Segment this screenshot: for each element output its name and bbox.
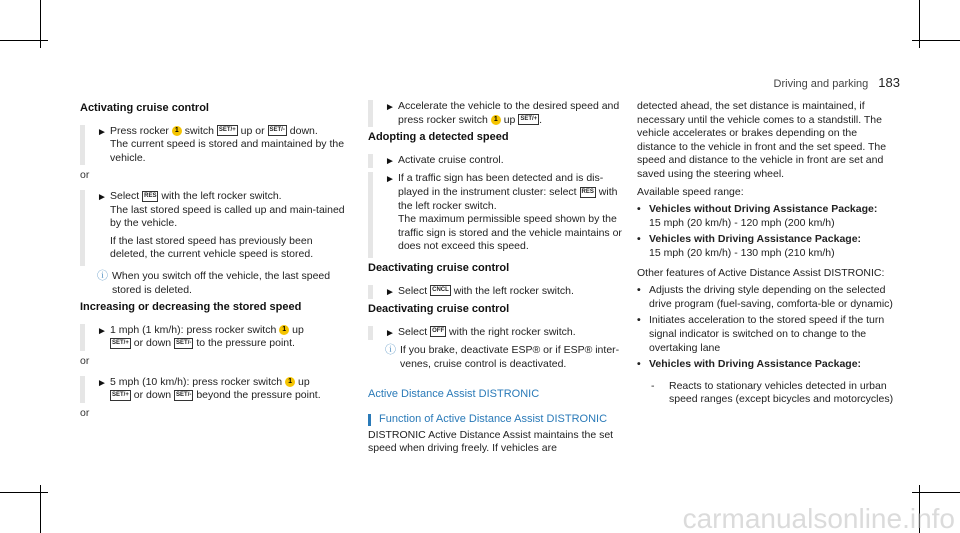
- list-item: • Adjusts the driving style depending on the selected drive program (fuel-saving, comforta-ble or dynamic): [637, 284, 893, 310]
- set-minus-icon: SET/-: [174, 390, 193, 401]
- crop-mark: [912, 492, 960, 493]
- step: ► 5 mph (10 km/h): press rocker switch 1 up SET/+ or down SET/- beyond the pressure point.: [80, 376, 350, 403]
- heading-activating: Activating cruise control: [80, 102, 209, 114]
- step: ► Activate cruise control.: [368, 154, 628, 169]
- set-plus-icon: SET/+: [110, 338, 131, 349]
- list-item: • Initiates acceleration to the stored speed if the turn signal indicator is switched on to change to the overtaking lane: [637, 314, 885, 354]
- column-1: [80, 100, 350, 427]
- or-text: or: [80, 406, 90, 419]
- subheading-marker: [368, 414, 371, 426]
- list-item: • Vehicles without Driving Assistance Package: 15 mph (20 km/h) - 120 mph (200 km/h): [637, 203, 878, 229]
- step-arrow-icon: ►: [97, 377, 107, 389]
- dash-icon: -: [651, 379, 655, 392]
- step: ► Select CNCL with the left rocker switch.: [368, 285, 628, 300]
- set-plus-icon: SET/+: [110, 390, 131, 401]
- heading-adopting: Adopting a detected speed: [368, 131, 509, 144]
- info-icon: ⓘ: [97, 269, 108, 282]
- watermark: carmanualsonline.info: [682, 503, 955, 533]
- step: ► If a traffic sign has been detected and is dis-played in the instrument cluster: select RES with the left rocker switch. The maximum permissible speed shown by the traffic sign is stored and the vehicle maintains or does not exceed this speed.: [368, 172, 628, 258]
- list-item: • Vehicles with Driving Assistance Package: 15 mph (20 km/h) - 130 mph (210 km/h): [637, 233, 862, 259]
- cncl-icon: CNCL: [430, 285, 451, 296]
- heading-deactivating: Deactivating cruise control: [368, 261, 510, 274]
- set-minus-icon: SET/-: [174, 338, 193, 349]
- set-plus-icon: SET/+: [217, 125, 238, 136]
- info-icon: ⓘ: [385, 344, 396, 357]
- crop-mark: [0, 492, 48, 493]
- column-3: [637, 100, 899, 407]
- sub-list-item: - Reacts to stationary vehicles detected in urban speed ranges (except bicycles and motorcycles): [651, 379, 894, 406]
- step: ► Select RES with the left rocker switch. The last stored speed is called up and main-tained by the vehicle. If the last stored speed has previously been deleted, the current vehicle speed is stored.: [80, 190, 350, 266]
- paragraph: Available speed range:: [637, 185, 744, 198]
- or-text: or: [80, 169, 90, 182]
- info-note: ⓘ When you switch off the vehicle, the last speed stored is deleted.: [97, 269, 331, 296]
- section-title: Driving and parking: [773, 78, 869, 90]
- crop-mark: [912, 40, 960, 41]
- bullet-icon: •: [637, 233, 641, 246]
- callout-1-icon: 1: [285, 377, 295, 387]
- callout-1-icon: 1: [491, 115, 501, 125]
- callout-1-icon: 1: [172, 126, 182, 136]
- step-arrow-icon: ►: [97, 191, 107, 203]
- section-link-distronic[interactable]: Active Distance Assist DISTRONIC: [368, 387, 540, 400]
- or-text: or: [80, 354, 90, 367]
- step: ► 1 mph (1 km/h): press rocker switch 1 up SET/+ or down SET/- to the pressure point.: [80, 324, 350, 351]
- heading-deactivating-2: Deactivating cruise control: [368, 303, 510, 316]
- subheading-function: Function of Active Distance Assist DISTRONIC: [368, 413, 628, 427]
- bullet-icon: •: [637, 358, 641, 371]
- info-note: ⓘ If you brake, deactivate ESP® or if ESP® inter-venes, cruise control is deactivated.: [385, 344, 620, 370]
- bullet-icon: •: [637, 314, 641, 327]
- cruise-off-icon: OFF: [430, 326, 446, 337]
- step-arrow-icon: ►: [97, 126, 107, 138]
- paragraph: detected ahead, the set distance is maintained, if necessary until the vehicle comes to a standstill. The vehicle accelerates or brakes depending on the distance to the vehicle in front and the set speed. The speed and distance to the vehicle in front are set and saved using the steering wheel.: [637, 100, 887, 180]
- step: ► Press rocker 1 switch SET/+ up or SET/- down. The current speed is stored and maintained by the vehicle.: [80, 125, 350, 166]
- list-item: • Vehicles with Driving Assistance Package:: [637, 358, 862, 371]
- step: ► Select OFF with the right rocker switch.: [368, 326, 628, 341]
- crop-mark: [0, 40, 48, 41]
- heading-increase: Increasing or decreasing the stored speed: [80, 301, 302, 314]
- paragraph: Other features of Active Distance Assist DISTRONIC:: [637, 266, 885, 279]
- bullet-icon: •: [637, 284, 641, 297]
- callout-1-icon: 1: [279, 325, 289, 335]
- page-header: [774, 75, 900, 90]
- res-icon: RES: [580, 187, 596, 198]
- step-arrow-icon: ►: [385, 155, 395, 167]
- bullet-icon: •: [637, 203, 641, 216]
- step: ► Accelerate the vehicle to the desired speed and press rocker switch 1 up SET/+ .: [368, 100, 628, 127]
- step-arrow-icon: ►: [385, 286, 395, 298]
- paragraph: DISTRONIC Active Distance Assist maintains the set speed when driving freely. If vehicles are: [368, 428, 614, 455]
- set-plus-icon: SET/+: [518, 114, 539, 125]
- step-arrow-icon: ►: [385, 327, 395, 339]
- res-icon: RES: [142, 191, 158, 202]
- page-number: 183: [878, 75, 900, 90]
- column-2: [368, 100, 628, 460]
- step-arrow-icon: ►: [97, 325, 107, 337]
- step-arrow-icon: ►: [385, 102, 395, 113]
- set-minus-icon: SET/-: [268, 125, 287, 136]
- step-arrow-icon: ►: [385, 174, 395, 186]
